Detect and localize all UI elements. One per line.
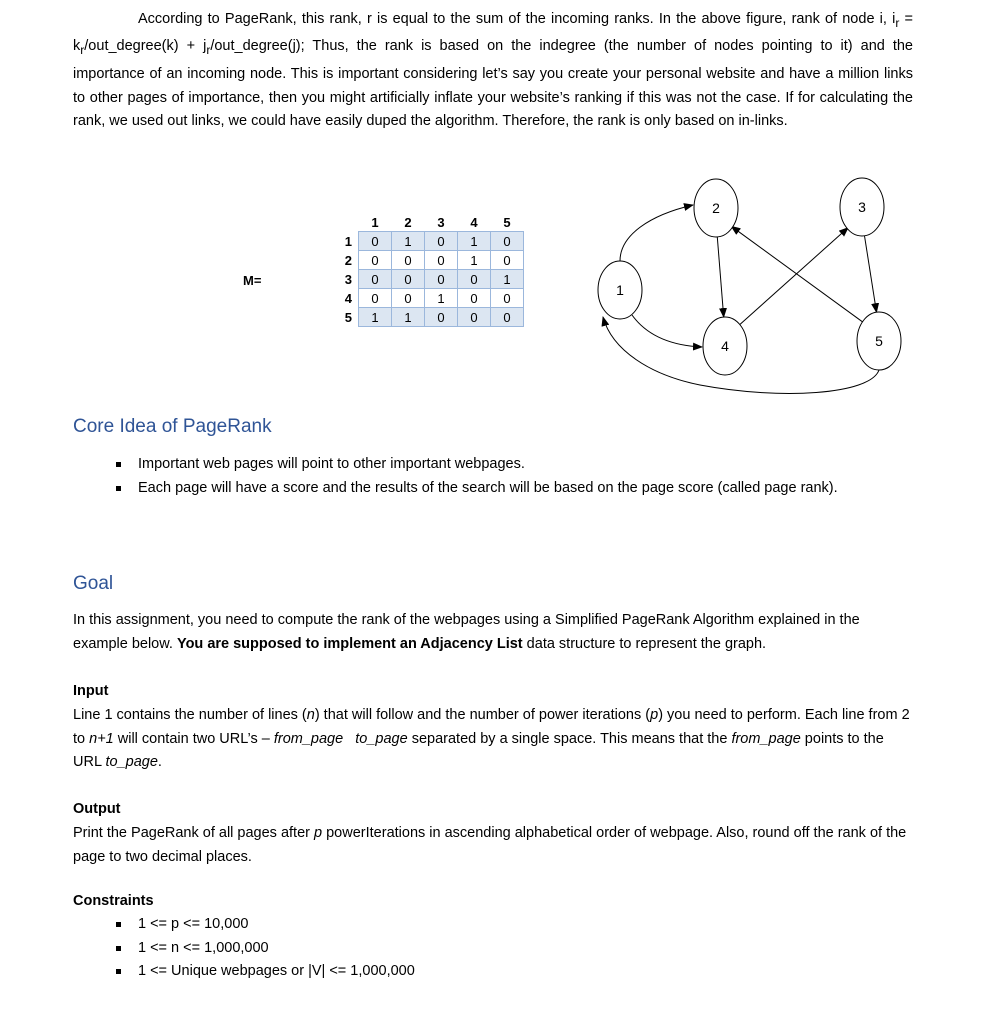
intro-text: = k bbox=[73, 11, 913, 55]
bullet-icon bbox=[116, 462, 121, 467]
bullet-icon bbox=[116, 486, 121, 491]
t: to_page bbox=[355, 730, 408, 747]
matrix-cell: 0 bbox=[458, 289, 491, 308]
edge-5-to-2 bbox=[731, 226, 863, 322]
node-label: 1 bbox=[616, 282, 624, 298]
matrix-cell: 1 bbox=[491, 270, 524, 289]
goal-paragraph bbox=[73, 609, 913, 656]
matrix-cell: 1 bbox=[425, 289, 458, 308]
list-item bbox=[138, 453, 908, 477]
constraint-text: 1 <= n <= 1,000,000 bbox=[138, 940, 269, 956]
t: Print the PageRank of all pages after bbox=[73, 825, 315, 841]
matrix-cell: 0 bbox=[425, 232, 458, 251]
matrix-cell: 0 bbox=[359, 289, 392, 308]
bullet-text: Each page will have a score and the results of the search will be based on the page score (called page rank). bbox=[138, 480, 838, 496]
goal-text: data structure to represent the graph. bbox=[522, 635, 767, 652]
row-header: 4 bbox=[344, 290, 352, 306]
constraints-heading: Constraints bbox=[73, 893, 154, 909]
t: will contain two URL’s – bbox=[113, 730, 274, 747]
matrix-cell: 0 bbox=[458, 270, 491, 289]
t: to_page bbox=[105, 754, 158, 771]
row-header: 1 bbox=[344, 233, 352, 249]
matrix-cell: 0 bbox=[359, 232, 392, 251]
list-item bbox=[138, 937, 908, 961]
t: points to the URL bbox=[73, 730, 884, 771]
bullet-icon bbox=[116, 922, 121, 927]
input-heading: Input bbox=[73, 683, 109, 699]
row-header: 2 bbox=[344, 252, 352, 268]
matrix-cell: 0 bbox=[392, 289, 425, 308]
graph-node-4 bbox=[703, 317, 747, 375]
t bbox=[343, 731, 355, 747]
subscript: r bbox=[206, 43, 211, 58]
matrix-cell: 0 bbox=[392, 270, 425, 289]
matrix-cell: 1 bbox=[392, 232, 425, 251]
output-heading: Output bbox=[73, 801, 121, 817]
row-header: 5 bbox=[344, 309, 352, 325]
col-header: 1 bbox=[371, 214, 379, 230]
matrix-cell: 0 bbox=[491, 308, 524, 327]
edge-1-to-4 bbox=[632, 315, 702, 347]
col-header: 2 bbox=[404, 214, 412, 230]
graph-node-1 bbox=[598, 261, 642, 319]
matrix-cell: 0 bbox=[425, 270, 458, 289]
t: p bbox=[314, 825, 323, 841]
graph-node-3 bbox=[840, 178, 884, 236]
matrix-label: M= bbox=[243, 273, 262, 288]
row-header: 3 bbox=[344, 271, 352, 287]
t: ) you need to perform. Each line from 2 to bbox=[73, 707, 910, 747]
core-idea-heading: Core Idea of PageRank bbox=[73, 416, 272, 437]
node-label: 3 bbox=[858, 199, 866, 215]
list-item bbox=[138, 960, 908, 984]
matrix-cell: 1 bbox=[458, 232, 491, 251]
matrix-cell: 1 bbox=[392, 308, 425, 327]
matrix-cell: 0 bbox=[392, 251, 425, 270]
goal-text: In this assignment, you need to compute the rank of the webpages using a Simplified PageRank Algorithm explained in the example below. bbox=[73, 612, 860, 652]
matrix-cell: 0 bbox=[491, 289, 524, 308]
col-header: 4 bbox=[470, 214, 478, 230]
bullet-icon bbox=[116, 946, 121, 951]
t: from_page bbox=[731, 730, 801, 747]
bullet-text: Important web pages will point to other important webpages. bbox=[138, 456, 525, 472]
t: separated by a single space. This means that the bbox=[407, 730, 732, 747]
edge-1-to-2 bbox=[620, 205, 693, 261]
input-paragraph bbox=[73, 704, 913, 775]
edge-3-to-5 bbox=[864, 236, 876, 312]
list-item bbox=[138, 913, 908, 937]
constraint-text: 1 <= Unique webpages or |V| <= 1,000,000 bbox=[138, 963, 415, 979]
edge-2-to-4 bbox=[717, 237, 723, 317]
t: from_page bbox=[273, 730, 344, 747]
constraint-text: 1 <= p <= 10,000 bbox=[138, 916, 249, 932]
t: n+1 bbox=[89, 730, 114, 747]
goal-heading: Goal bbox=[73, 573, 114, 594]
matrix-cell: 0 bbox=[491, 232, 524, 251]
bullet-icon bbox=[116, 969, 121, 974]
intro-text: According to PageRank, this rank, r is equal to the sum of the incoming ranks. In the above figure, rank of node i, i bbox=[138, 11, 896, 27]
t: ) that will follow and the number of power iterations ( bbox=[314, 707, 651, 723]
list-item bbox=[138, 477, 908, 501]
matrix-cell: 0 bbox=[458, 308, 491, 327]
output-paragraph bbox=[73, 822, 913, 869]
graph-diagram bbox=[0, 0, 984, 420]
subscript: r bbox=[895, 15, 900, 30]
node-label: 2 bbox=[712, 200, 720, 216]
matrix-cell: 0 bbox=[359, 270, 392, 289]
intro-text: /out_degree(k) + j bbox=[84, 38, 207, 55]
matrix-cell: 1 bbox=[359, 308, 392, 327]
subscript: r bbox=[80, 43, 85, 58]
graph-node-2 bbox=[694, 179, 738, 237]
matrix-cell: 0 bbox=[425, 308, 458, 327]
t: n bbox=[306, 707, 315, 723]
t: Line 1 contains the number of lines ( bbox=[73, 707, 307, 723]
matrix-cell: 0 bbox=[491, 251, 524, 270]
col-header: 5 bbox=[503, 214, 511, 230]
col-header: 3 bbox=[437, 214, 445, 230]
t: . bbox=[157, 754, 162, 771]
goal-bold-text: You are supposed to implement an Adjacency List bbox=[176, 635, 523, 652]
edge-4-to-3 bbox=[739, 228, 848, 326]
matrix-cell: 1 bbox=[458, 251, 491, 270]
node-label: 4 bbox=[721, 338, 729, 354]
matrix-cell: 0 bbox=[425, 251, 458, 270]
intro-text: /out_degree(j); Thus, the rank is based on the indegree (the number of nodes pointing to it) and the importance of an incoming node. This is important considering let’s say you create your personal website and have a million links to other pages of importance, then you might artificially inflate your website’s ranking if this was not the case. If for calculating the rank, we used out links, we could have easily duped the algorithm. Therefore, the rank is only based on in-links. bbox=[73, 38, 913, 130]
graph-node-5 bbox=[857, 312, 901, 370]
t: powerIterations in ascending alphabetical order of webpage. Also, round off the rank of the page to two decimal places. bbox=[73, 825, 907, 865]
node-label: 5 bbox=[875, 333, 883, 349]
t: p bbox=[650, 707, 659, 723]
matrix-cell: 0 bbox=[359, 251, 392, 270]
